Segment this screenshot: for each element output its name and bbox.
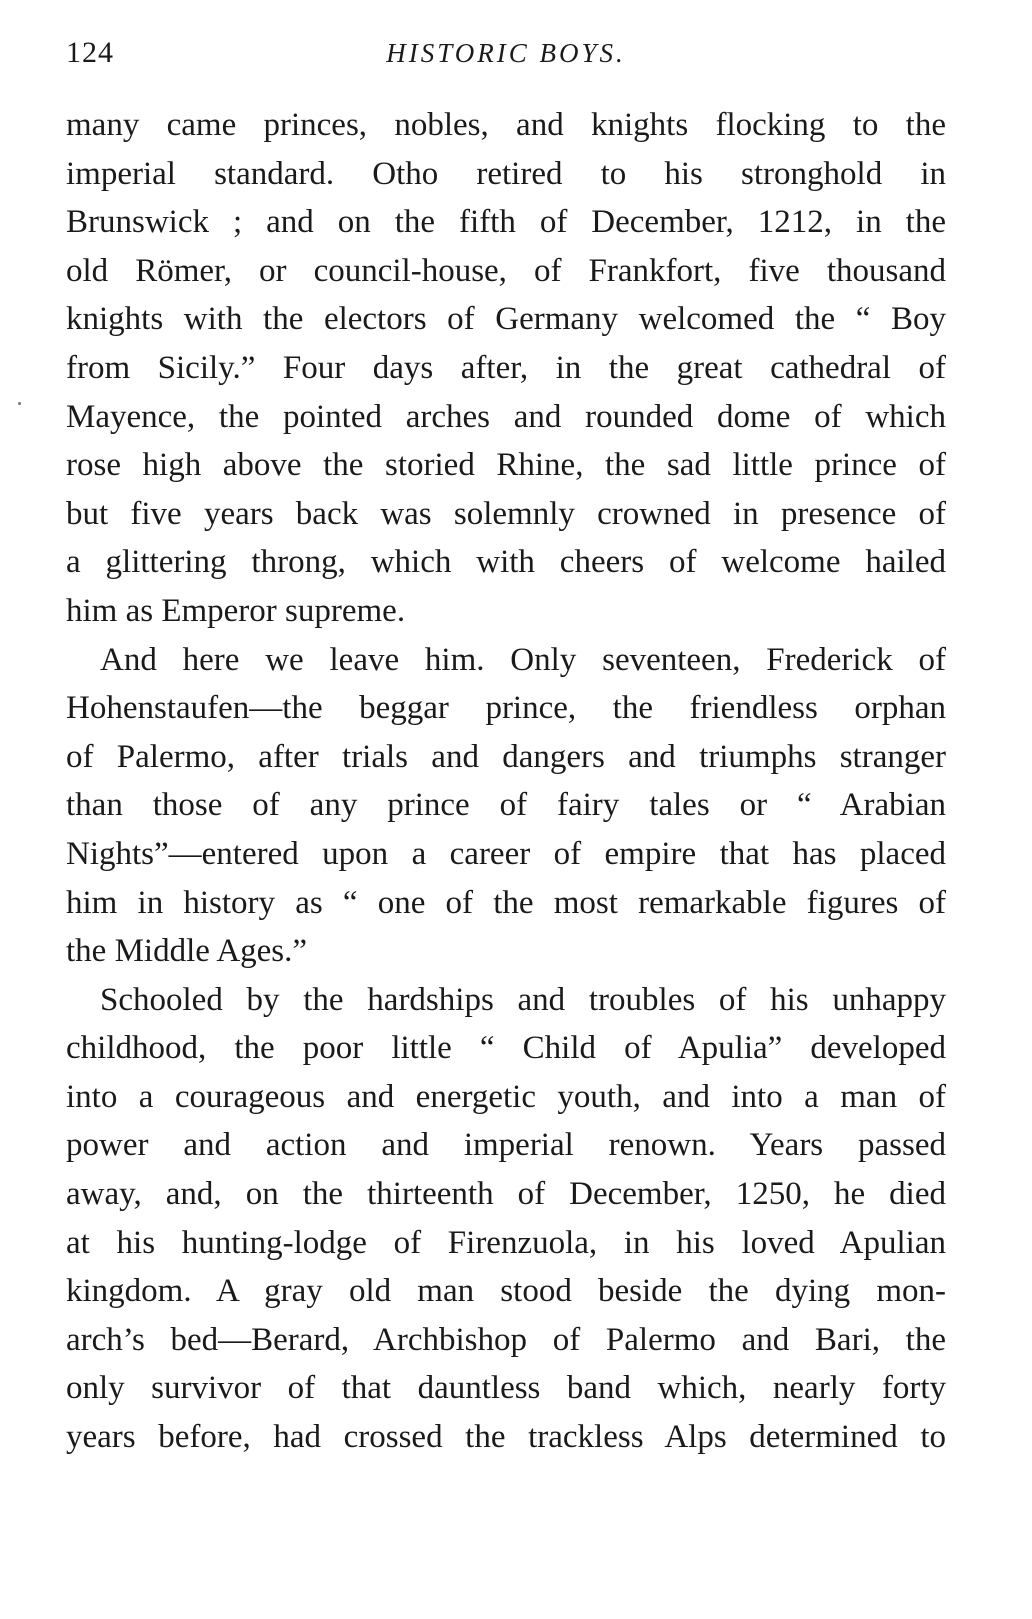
text-line: from Sicily.” Four days after, in the great cathedral of bbox=[66, 349, 946, 386]
paragraph-1 bbox=[66, 101, 946, 636]
text-line: kingdom. A gray old man stood beside the dying mon- bbox=[66, 1273, 946, 1310]
text-line: Hohenstaufen—the beggar prince, the friendless orphan bbox=[66, 690, 946, 727]
paragraph-2 bbox=[66, 636, 946, 976]
running-head: HISTORIC BOYS. bbox=[386, 38, 626, 68]
text-line: And here we leave him. Only seventeen, Frederick of bbox=[100, 641, 946, 678]
text-line: a glittering throng, which with cheers of welcome hailed bbox=[66, 544, 946, 581]
body-text bbox=[66, 101, 946, 1462]
text-line: than those of any prince of fairy tales or “ Arabian bbox=[66, 787, 946, 824]
text-line: away, and, on the thirteenth of December, 1250, he died bbox=[66, 1176, 946, 1213]
text-line: power and action and imperial renown. Years passed bbox=[66, 1127, 946, 1164]
text-line: rose high above the storied Rhine, the sad little prince of bbox=[66, 447, 946, 484]
text-line: at his hunting-lodge of Firenzuola, in his loved Apulian bbox=[66, 1224, 946, 1261]
page-header bbox=[66, 36, 946, 76]
text-line: old Römer, or council-house, of Frankfort, five thousand bbox=[66, 252, 946, 289]
stray-mark bbox=[18, 402, 21, 405]
text-line: Schooled by the hardships and troubles of his unhappy bbox=[100, 981, 946, 1018]
text-line: of Palermo, after trials and dangers and triumphs stranger bbox=[66, 738, 946, 775]
text-line: Brunswick ; and on the fifth of December, 1212, in the bbox=[66, 204, 946, 241]
text-line: arch’s bed—Berard, Archbishop of Palermo and Bari, the bbox=[66, 1321, 946, 1358]
text-line: childhood, the poor little “ Child of Apulia” developed bbox=[66, 1030, 946, 1067]
paragraph-3 bbox=[66, 976, 946, 1462]
text-line: him as Emperor supreme. bbox=[66, 592, 406, 629]
text-line: imperial standard. Otho retired to his stronghold in bbox=[66, 155, 946, 192]
text-line: Mayence, the pointed arches and rounded dome of which bbox=[66, 398, 946, 435]
text-line: years before, had crossed the trackless Alps determined to bbox=[66, 1419, 946, 1456]
text-line: him in history as “ one of the most remarkable figures of bbox=[66, 884, 946, 921]
page-number: 124 bbox=[66, 36, 114, 69]
text-line: the Middle Ages.” bbox=[66, 933, 308, 970]
text-line: knights with the electors of Germany welcomed the “ Boy bbox=[66, 301, 946, 338]
text-line: Nights”—entered upon a career of empire that has placed bbox=[66, 835, 946, 872]
text-line: only survivor of that dauntless band which, nearly forty bbox=[66, 1370, 946, 1407]
text-line: into a courageous and energetic youth, and into a man of bbox=[66, 1078, 946, 1115]
text-line: many came princes, nobles, and knights flocking to the bbox=[66, 107, 946, 143]
text-line: but five years back was solemnly crowned in presence of bbox=[66, 495, 946, 532]
